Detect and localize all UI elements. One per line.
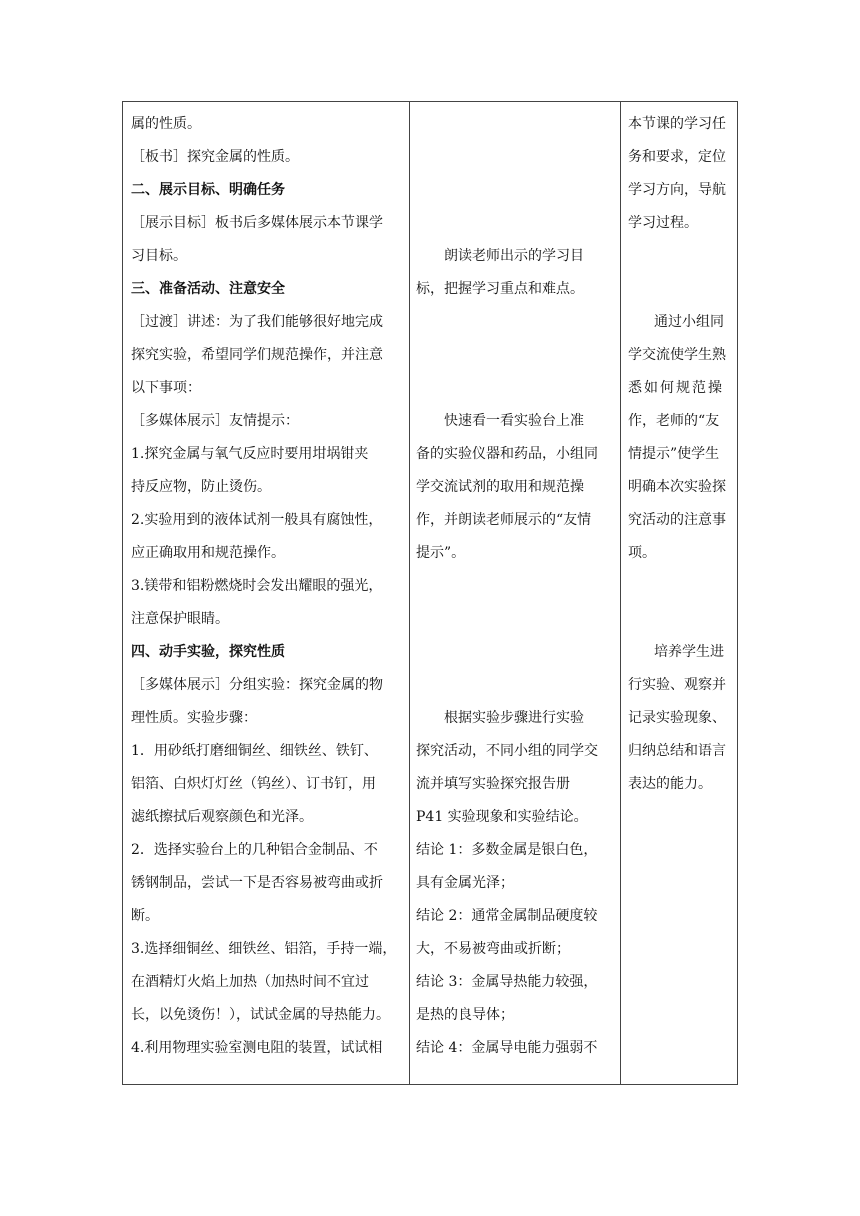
text-line: ［多媒体展示］分组实验：探究金属的物 [131,677,383,693]
text-line: 究活动的注意事 [628,512,726,528]
text-line: 流并填写实验探究报告册 [416,776,570,792]
text-line: 属的性质。 [131,116,201,132]
text-line: 本节课的学习任 [628,116,726,132]
text-line: 提示”。 [416,545,466,561]
text-line: 持反应物，防止烫伤。 [131,479,271,495]
text-line: 4.利用物理实验室测电阻的装置，试试相 [131,1040,383,1056]
text-line: 学习方向，导航 [628,182,726,198]
text-line: 3.选择细铜丝、细铁丝、铝箔，手持一端， [131,941,397,957]
text-line: 表达的能力。 [628,776,712,792]
lesson-plan-table [122,101,738,1085]
text-line: 具有金属光泽； [416,875,514,891]
text-line: 结论 4：金属导电能力强弱不 [416,1040,598,1056]
text-line: 快速看一看实验台上准 [444,413,584,429]
text-line: 探究活动，不同小组的同学交 [416,743,598,759]
text-line: 习目标。 [131,248,187,264]
text-line: 悉如何规范操 [628,380,724,396]
text-line: 学交流试剂的取用和规范操 [416,479,584,495]
text-line: 根据实验步骤进行实验 [444,710,584,726]
text-line: 是热的良导体； [416,1007,514,1023]
text-line: 理性质。实验步骤： [131,710,257,726]
text-line: 长，以免烫伤！），试试金属的导热能力。 [131,1007,390,1023]
text-line: 1.探究金属与氧气反应时要用坩埚钳夹 [131,446,369,462]
text-line: 学交流使学生熟 [628,347,726,363]
text-line: ［板书］探究金属的性质。 [131,149,299,165]
text-line: 记录实验现象、 [628,710,726,726]
text-line: 2．选择实验台上的几种铝合金制品、不 [131,842,378,858]
student-activity-column [410,102,621,1084]
text-line: 标，把握学习重点和难点。 [416,281,584,297]
text-line: 培养学生进 [654,644,724,660]
text-line: ［过渡］讲述：为了我们能够很好地完成 [131,314,383,330]
text-line: 情提示”使学生 [628,446,720,462]
teacher-activity-column [123,102,410,1084]
text-line: 在酒精灯火焰上加热（加热时间不宜过 [131,974,369,990]
text-line: ［展示目标］板书后多媒体展示本节课学 [131,215,383,231]
section-heading: 三、准备活动、注意安全 [131,281,285,297]
text-line: 作，并朗读老师展示的“友情 [416,512,592,528]
text-line: 1．用砂纸打磨细铜丝、细铁丝、铁钉、 [131,743,378,759]
design-intent-column [621,102,737,1084]
text-line: 滤纸擦拭后观察颜色和光泽。 [131,809,313,825]
text-line: 3.镁带和铝粉燃烧时会发出耀眼的强光， [131,578,383,594]
text-line: 归纳总结和语言 [628,743,726,759]
text-line: 作，老师的“友 [628,413,720,429]
text-line: 断。 [131,908,159,924]
text-line: 学习过程。 [628,215,698,231]
text-line: 以下事项： [131,380,201,396]
section-heading: 二、展示目标、明确任务 [131,182,285,198]
text-line: 项。 [628,545,656,561]
text-line: 探究实验，希望同学们规范操作，并注意 [131,347,383,363]
text-line: 通过小组同 [654,314,724,330]
text-line: 结论 3：金属导热能力较强， [416,974,598,990]
text-line: 结论 1：多数金属是银白色， [416,842,598,858]
text-line: P41 实验现象和实验结论。 [416,809,588,825]
text-line: 结论 2：通常金属制品硬度较 [416,908,598,924]
text-line: 注意保护眼睛。 [131,611,229,627]
text-line: 铝箔、白炽灯灯丝（钨丝）、订书钉，用 [131,776,376,792]
text-line: 务和要求，定位 [628,149,726,165]
text-line: 明确本次实验探 [628,479,726,495]
text-line: 2.实验用到的液体试剂一般具有腐蚀性， [131,512,383,528]
text-line: 行实验、观察并 [628,677,726,693]
text-line: 锈钢制品，尝试一下是否容易被弯曲或折 [131,875,383,891]
text-line: 大，不易被弯曲或折断； [416,941,570,957]
text-line: 备的实验仪器和药品，小组同 [416,446,598,462]
text-line: 朗读老师出示的学习目 [444,248,584,264]
text-line: 应正确取用和规范操作。 [131,545,285,561]
text-line: ［多媒体展示］友情提示： [131,413,299,429]
section-heading: 四、动手实验，探究性质 [131,644,285,660]
